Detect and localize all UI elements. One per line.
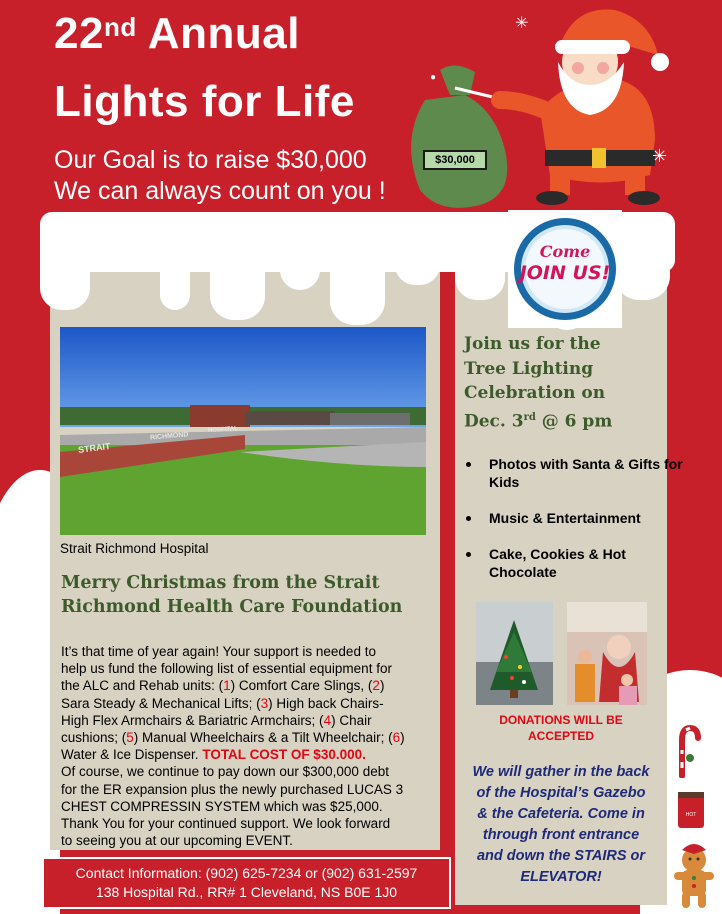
- come-join-us-badge: [508, 210, 622, 328]
- appeal-line: the ALC and Rehab units: (1) Comfort Care Slings, (2): [61, 678, 385, 694]
- appeal-paragraph: [61, 643, 441, 849]
- appeal-line: Water & Ice Dispenser. TOTAL COST OF $30.000.: [61, 747, 366, 763]
- contact-phone: Contact Information: (902) 625-7234 or (902) 631-2597: [75, 865, 418, 881]
- event-heading-line: Celebration on: [464, 383, 606, 403]
- photo-caption: Strait Richmond Hospital: [60, 541, 209, 556]
- gather-line: of the Hospital’s Gazebo: [476, 785, 646, 801]
- event-date: Dec. 3rd @ 6 pm: [464, 411, 613, 432]
- appeal-line: Sara Steady & Mechanical Lifts; (3) High back Chairs-: [61, 695, 384, 711]
- main-heading-line-2: Richmond Health Care Foundation: [61, 597, 403, 617]
- hospital-photo: [60, 327, 426, 535]
- sign-word-3: HOSPITAL: [207, 425, 239, 435]
- title-line-1: 22nd Annual: [54, 9, 300, 58]
- svg-text:●: ●: [430, 72, 437, 83]
- svg-text:HOT: HOT: [685, 812, 697, 818]
- santa-illustration: [400, 0, 722, 215]
- main-heading-line-1: Merry Christmas from the Strait: [61, 573, 380, 593]
- badge-join-text: JOIN US!: [519, 262, 611, 284]
- event-heading: [464, 332, 612, 434]
- tree-photo: [476, 602, 553, 705]
- event-heading-line: Tree Lighting: [464, 358, 594, 379]
- gather-line: & the Cafeteria. Come in: [477, 806, 645, 822]
- gather-line: ELEVATOR!: [520, 869, 602, 885]
- appeal-line: Thank You for your continued support. We look forward: [61, 816, 391, 832]
- santa-visit-photo: [567, 602, 647, 705]
- contact-address: 138 Hospital Rd., RR# 1 Cleveland, NS B0E 1J0: [95, 884, 398, 900]
- price-tag: $30,000: [423, 150, 487, 170]
- appeal-line: to seeing you at our upcoming EVENT.: [61, 833, 293, 849]
- title-line-2: Lights for Life: [54, 77, 355, 126]
- gather-line: We will gather in the back: [472, 764, 650, 780]
- appeal-line: CHEST COMPRESSIN SYSTEM which was $25,000.: [61, 798, 383, 814]
- donations-notice: [455, 712, 667, 744]
- gather-instructions: [455, 762, 667, 888]
- hot-chocolate-mug-icon: [674, 786, 710, 832]
- donations-line: ACCEPTED: [527, 729, 594, 743]
- goal-subtext: We can always count on you !: [54, 177, 386, 205]
- svg-text:✳: ✳: [652, 146, 668, 166]
- appeal-line: help us fund the following list of essential equipment for: [61, 661, 392, 677]
- bullet-item: Cake, Cookies & Hot Chocolate: [489, 546, 626, 580]
- bullet-item: Photos with Santa & Gifts for Kids: [489, 456, 683, 490]
- event-heading-line: Join us for the: [464, 334, 601, 354]
- gather-line: and down the STAIRS or: [476, 848, 646, 864]
- gather-line: through front entrance: [482, 827, 640, 843]
- candy-cane-icon: [672, 722, 702, 778]
- donations-line: DONATIONS WILL BE: [499, 713, 623, 727]
- svg-text:✳: ✳: [515, 15, 529, 32]
- bullet-dot: [466, 552, 471, 557]
- sign-word-2: RICHMOND: [149, 431, 189, 442]
- contact-box: [42, 857, 451, 909]
- bullet-dot: [466, 516, 471, 521]
- gingerbread-man-icon: [672, 842, 716, 910]
- appeal-line: It’s that time of year again! Your support is needed to: [61, 644, 376, 659]
- appeal-line: cushions; (5) Manual Wheelchairs & a Tilt Wheelchair; (6): [61, 730, 405, 746]
- bullet-dot: [466, 462, 471, 467]
- appeal-line: Of course, we continue to pay down our $300,000 debt: [61, 764, 389, 780]
- appeal-line: for the ER expansion plus the newly purchased LUCAS 3: [61, 781, 404, 797]
- badge-come-text: Come: [539, 242, 591, 261]
- goal-text: Our Goal is to raise $30,000: [54, 146, 367, 174]
- appeal-line: High Flex Armchairs & Bariatric Armchairs; (4) Chair: [61, 712, 372, 728]
- bullet-item: Music & Entertainment: [489, 510, 641, 526]
- sign-word-1: STRAIT: [77, 441, 111, 455]
